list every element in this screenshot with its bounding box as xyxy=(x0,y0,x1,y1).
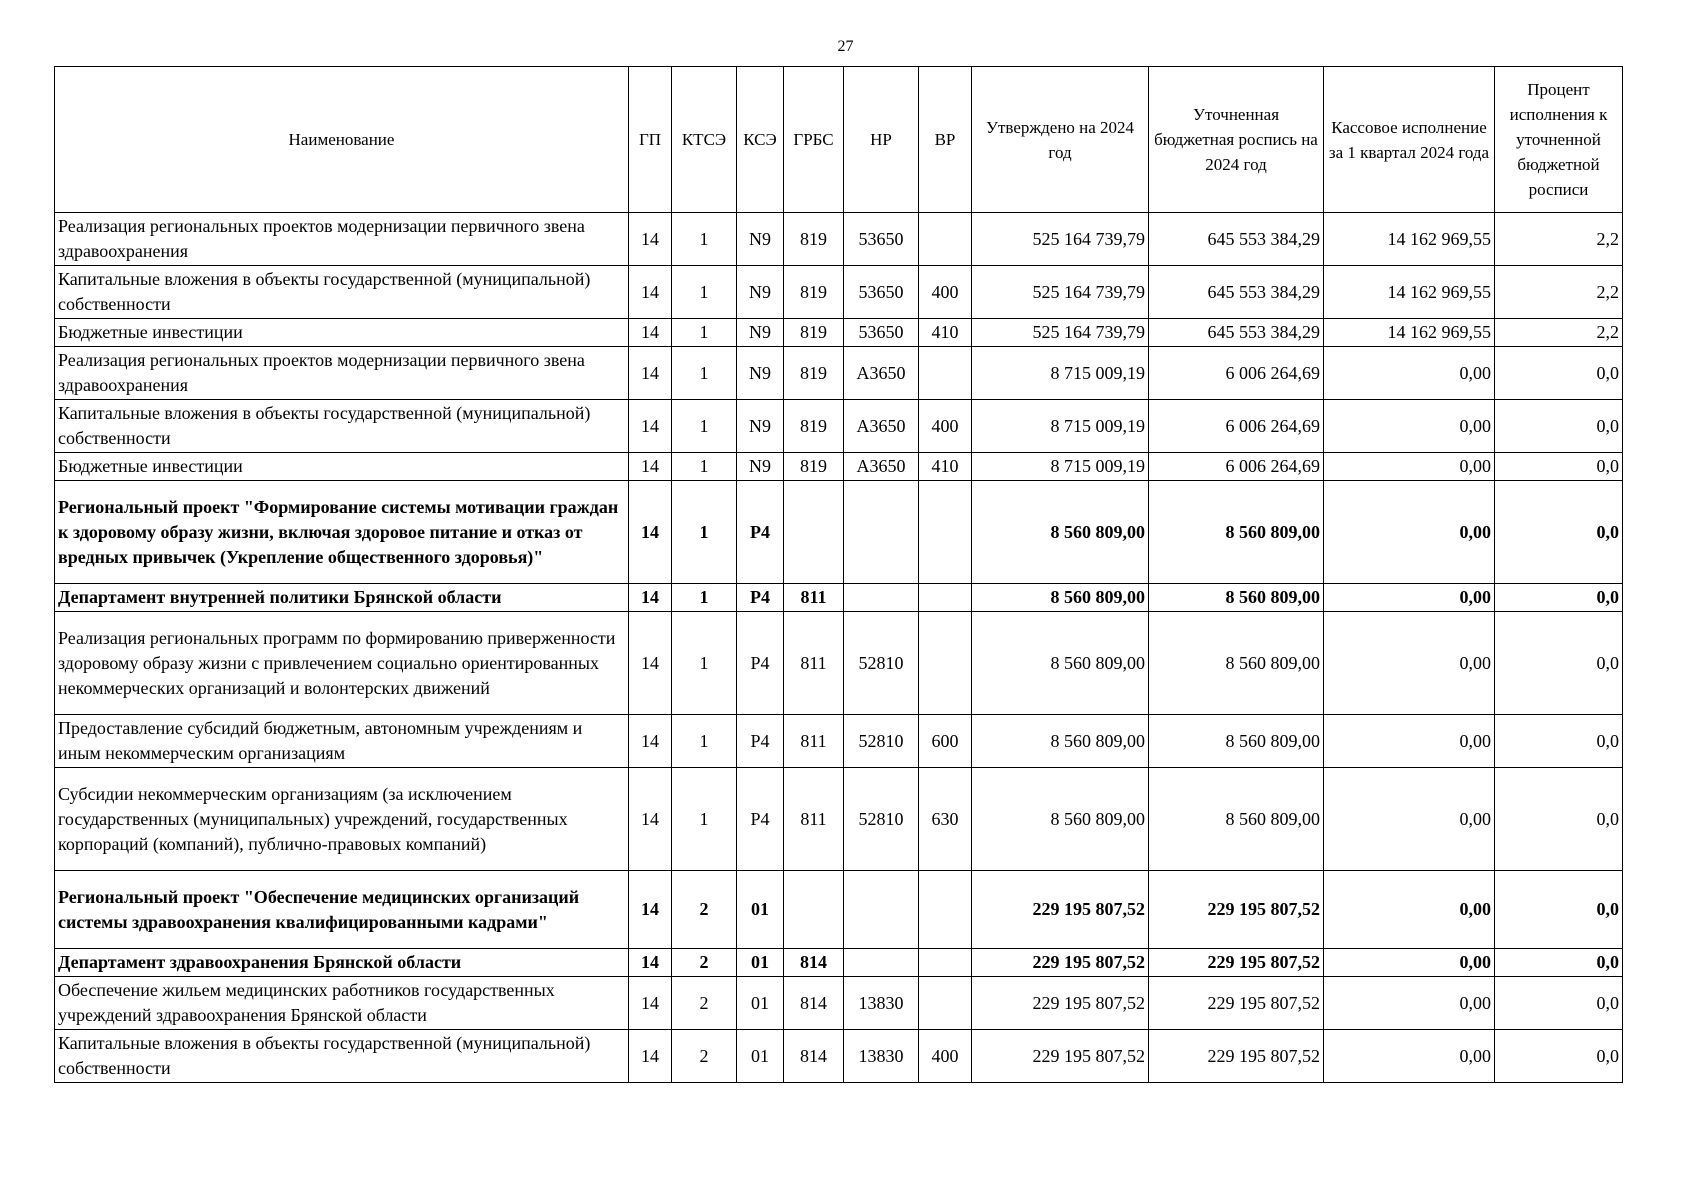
cell-percent: 0,0 xyxy=(1495,715,1623,768)
cell-grbs xyxy=(784,481,844,584)
cell-nr: 52810 xyxy=(844,612,919,715)
cell-name: Реализация региональных проектов модернизации первичного звена здравоохранения xyxy=(55,213,629,266)
cell-refined: 6 006 264,69 xyxy=(1149,347,1324,400)
header-cash: Кассовое исполнение за 1 квартал 2024 года xyxy=(1324,67,1495,213)
cell-kse: N9 xyxy=(737,319,784,347)
cell-nr xyxy=(844,871,919,949)
cell-ktse: 1 xyxy=(672,612,737,715)
cell-percent: 0,0 xyxy=(1495,584,1623,612)
cell-refined: 229 195 807,52 xyxy=(1149,977,1324,1030)
cell-cash: 0,00 xyxy=(1324,584,1495,612)
cell-grbs: 811 xyxy=(784,612,844,715)
header-nr: НР xyxy=(844,67,919,213)
cell-grbs: 811 xyxy=(784,715,844,768)
cell-grbs: 819 xyxy=(784,347,844,400)
cell-kse: P4 xyxy=(737,612,784,715)
cell-ktse: 1 xyxy=(672,319,737,347)
cell-nr: 52810 xyxy=(844,715,919,768)
cell-nr xyxy=(844,481,919,584)
cell-percent: 0,0 xyxy=(1495,612,1623,715)
cell-kse: P4 xyxy=(737,768,784,871)
cell-gp: 14 xyxy=(629,481,672,584)
header-approved: Утверждено на 2024 год xyxy=(972,67,1149,213)
cell-percent: 2,2 xyxy=(1495,319,1623,347)
cell-cash: 0,00 xyxy=(1324,871,1495,949)
cell-kse: N9 xyxy=(737,400,784,453)
cell-name: Региональный проект "Обеспечение медицинских организаций системы здравоохранения квалифицированными кадрами" xyxy=(55,871,629,949)
cell-approved: 229 195 807,52 xyxy=(972,977,1149,1030)
cell-refined: 645 553 384,29 xyxy=(1149,319,1324,347)
cell-name: Бюджетные инвестиции xyxy=(55,453,629,481)
table-row xyxy=(55,481,1623,584)
cell-approved: 229 195 807,52 xyxy=(972,871,1149,949)
cell-percent: 0,0 xyxy=(1495,400,1623,453)
table-row xyxy=(55,319,1623,347)
cell-grbs: 819 xyxy=(784,453,844,481)
cell-refined: 645 553 384,29 xyxy=(1149,266,1324,319)
cell-cash: 14 162 969,55 xyxy=(1324,319,1495,347)
cell-cash: 14 162 969,55 xyxy=(1324,266,1495,319)
header-grbs: ГРБС xyxy=(784,67,844,213)
cell-grbs xyxy=(784,871,844,949)
cell-name: Департамент здравоохранения Брянской области xyxy=(55,949,629,977)
cell-cash: 0,00 xyxy=(1324,612,1495,715)
cell-nr: А3650 xyxy=(844,400,919,453)
cell-cash: 14 162 969,55 xyxy=(1324,213,1495,266)
cell-grbs: 814 xyxy=(784,1030,844,1083)
cell-grbs: 819 xyxy=(784,266,844,319)
table-row xyxy=(55,1030,1623,1083)
cell-refined: 229 195 807,52 xyxy=(1149,1030,1324,1083)
cell-gp: 14 xyxy=(629,584,672,612)
cell-refined: 6 006 264,69 xyxy=(1149,453,1324,481)
cell-ktse: 1 xyxy=(672,347,737,400)
cell-nr: А3650 xyxy=(844,453,919,481)
cell-approved: 525 164 739,79 xyxy=(972,319,1149,347)
cell-kse: N9 xyxy=(737,213,784,266)
cell-refined: 229 195 807,52 xyxy=(1149,871,1324,949)
cell-approved: 229 195 807,52 xyxy=(972,949,1149,977)
cell-cash: 0,00 xyxy=(1324,715,1495,768)
cell-name: Предоставление субсидий бюджетным, автономным учреждениям и иным некоммерческим организациям xyxy=(55,715,629,768)
cell-refined: 8 560 809,00 xyxy=(1149,715,1324,768)
cell-cash: 0,00 xyxy=(1324,453,1495,481)
cell-gp: 14 xyxy=(629,715,672,768)
cell-vr: 400 xyxy=(919,1030,972,1083)
cell-approved: 8 715 009,19 xyxy=(972,453,1149,481)
cell-grbs: 819 xyxy=(784,213,844,266)
cell-nr: 52810 xyxy=(844,768,919,871)
cell-refined: 229 195 807,52 xyxy=(1149,949,1324,977)
cell-cash: 0,00 xyxy=(1324,481,1495,584)
cell-vr: 400 xyxy=(919,400,972,453)
table-row xyxy=(55,266,1623,319)
cell-ktse: 2 xyxy=(672,977,737,1030)
cell-refined: 6 006 264,69 xyxy=(1149,400,1324,453)
cell-gp: 14 xyxy=(629,266,672,319)
cell-vr xyxy=(919,347,972,400)
cell-gp: 14 xyxy=(629,400,672,453)
cell-percent: 0,0 xyxy=(1495,481,1623,584)
cell-cash: 0,00 xyxy=(1324,400,1495,453)
table-row xyxy=(55,977,1623,1030)
cell-ktse: 2 xyxy=(672,1030,737,1083)
cell-cash: 0,00 xyxy=(1324,1030,1495,1083)
cell-gp: 14 xyxy=(629,612,672,715)
table-row xyxy=(55,612,1623,715)
table-row xyxy=(55,949,1623,977)
header-percent: Процент исполнения к уточненной бюджетной росписи xyxy=(1495,67,1623,213)
cell-refined: 8 560 809,00 xyxy=(1149,768,1324,871)
cell-approved: 8 560 809,00 xyxy=(972,768,1149,871)
header-name: Наименование xyxy=(55,67,629,213)
cell-kse: N9 xyxy=(737,347,784,400)
cell-refined: 8 560 809,00 xyxy=(1149,612,1324,715)
cell-name: Департамент внутренней политики Брянской области xyxy=(55,584,629,612)
cell-ktse: 1 xyxy=(672,481,737,584)
cell-gp: 14 xyxy=(629,871,672,949)
cell-vr xyxy=(919,481,972,584)
header-row xyxy=(55,67,1623,213)
table-row xyxy=(55,400,1623,453)
table-row xyxy=(55,715,1623,768)
cell-grbs: 814 xyxy=(784,949,844,977)
header-kse: КСЭ xyxy=(737,67,784,213)
cell-approved: 229 195 807,52 xyxy=(972,1030,1149,1083)
cell-percent: 0,0 xyxy=(1495,768,1623,871)
cell-nr xyxy=(844,949,919,977)
cell-refined: 8 560 809,00 xyxy=(1149,481,1324,584)
cell-cash: 0,00 xyxy=(1324,949,1495,977)
cell-vr xyxy=(919,977,972,1030)
cell-kse: 01 xyxy=(737,977,784,1030)
header-refined: Уточненная бюджетная роспись на 2024 год xyxy=(1149,67,1324,213)
cell-nr: 13830 xyxy=(844,1030,919,1083)
cell-nr xyxy=(844,584,919,612)
cell-grbs: 819 xyxy=(784,319,844,347)
cell-approved: 8 715 009,19 xyxy=(972,347,1149,400)
cell-nr: 53650 xyxy=(844,319,919,347)
cell-kse: N9 xyxy=(737,266,784,319)
header-ktse: КТСЭ xyxy=(672,67,737,213)
cell-name: Реализация региональных проектов модернизации первичного звена здравоохранения xyxy=(55,347,629,400)
cell-percent: 2,2 xyxy=(1495,213,1623,266)
cell-gp: 14 xyxy=(629,949,672,977)
cell-grbs: 819 xyxy=(784,400,844,453)
cell-kse: 01 xyxy=(737,1030,784,1083)
cell-vr: 410 xyxy=(919,319,972,347)
cell-grbs: 811 xyxy=(784,584,844,612)
cell-vr xyxy=(919,612,972,715)
cell-nr: 53650 xyxy=(844,213,919,266)
cell-refined: 8 560 809,00 xyxy=(1149,584,1324,612)
cell-percent: 0,0 xyxy=(1495,949,1623,977)
cell-approved: 525 164 739,79 xyxy=(972,266,1149,319)
cell-vr xyxy=(919,584,972,612)
cell-kse: 01 xyxy=(737,949,784,977)
cell-name: Капитальные вложения в объекты государственной (муниципальной) собственности xyxy=(55,400,629,453)
cell-percent: 0,0 xyxy=(1495,871,1623,949)
cell-name: Капитальные вложения в объекты государственной (муниципальной) собственности xyxy=(55,266,629,319)
header-vr: ВР xyxy=(919,67,972,213)
header-gp: ГП xyxy=(629,67,672,213)
table-row xyxy=(55,871,1623,949)
cell-approved: 8 560 809,00 xyxy=(972,715,1149,768)
cell-ktse: 1 xyxy=(672,453,737,481)
cell-gp: 14 xyxy=(629,1030,672,1083)
cell-ktse: 2 xyxy=(672,949,737,977)
table-body xyxy=(55,213,1623,1083)
cell-nr: 53650 xyxy=(844,266,919,319)
cell-approved: 8 560 809,00 xyxy=(972,612,1149,715)
table-row xyxy=(55,453,1623,481)
cell-name: Субсидии некоммерческим организациям (за исключением государственных (муниципальных) учреждений, государственных корпораций (компаний), публично-правовых компаний) xyxy=(55,768,629,871)
cell-approved: 8 560 809,00 xyxy=(972,481,1149,584)
cell-cash: 0,00 xyxy=(1324,768,1495,871)
cell-nr: 13830 xyxy=(844,977,919,1030)
cell-name: Реализация региональных программ по формированию приверженности здоровому образу жизни с привлечением социально ориентированных некоммерческих организаций и волонтерских движений xyxy=(55,612,629,715)
cell-approved: 8 715 009,19 xyxy=(972,400,1149,453)
cell-cash: 0,00 xyxy=(1324,977,1495,1030)
cell-ktse: 1 xyxy=(672,715,737,768)
cell-vr: 410 xyxy=(919,453,972,481)
cell-gp: 14 xyxy=(629,347,672,400)
cell-ktse: 2 xyxy=(672,871,737,949)
cell-percent: 0,0 xyxy=(1495,453,1623,481)
cell-name: Региональный проект "Формирование системы мотивации граждан к здоровому образу жизни, включая здоровое питание и отказ от вредных привычек (Укрепление общественного здоровья)" xyxy=(55,481,629,584)
cell-gp: 14 xyxy=(629,453,672,481)
cell-vr: 600 xyxy=(919,715,972,768)
cell-gp: 14 xyxy=(629,319,672,347)
cell-grbs: 814 xyxy=(784,977,844,1030)
cell-approved: 8 560 809,00 xyxy=(972,584,1149,612)
cell-percent: 0,0 xyxy=(1495,977,1623,1030)
cell-name: Обеспечение жильем медицинских работников государственных учреждений здравоохранения Брянской области xyxy=(55,977,629,1030)
cell-nr: А3650 xyxy=(844,347,919,400)
cell-approved: 525 164 739,79 xyxy=(972,213,1149,266)
cell-name: Бюджетные инвестиции xyxy=(55,319,629,347)
cell-ktse: 1 xyxy=(672,213,737,266)
cell-gp: 14 xyxy=(629,768,672,871)
cell-grbs: 811 xyxy=(784,768,844,871)
cell-vr xyxy=(919,213,972,266)
cell-refined: 645 553 384,29 xyxy=(1149,213,1324,266)
cell-name: Капитальные вложения в объекты государственной (муниципальной) собственности xyxy=(55,1030,629,1083)
cell-ktse: 1 xyxy=(672,768,737,871)
budget-table xyxy=(54,66,1623,1083)
cell-kse: P4 xyxy=(737,584,784,612)
cell-gp: 14 xyxy=(629,213,672,266)
table-row xyxy=(55,584,1623,612)
cell-kse: P4 xyxy=(737,481,784,584)
cell-ktse: 1 xyxy=(672,400,737,453)
cell-ktse: 1 xyxy=(672,266,737,319)
cell-ktse: 1 xyxy=(672,584,737,612)
cell-gp: 14 xyxy=(629,977,672,1030)
table-row xyxy=(55,213,1623,266)
cell-kse: P4 xyxy=(737,715,784,768)
cell-vr xyxy=(919,871,972,949)
cell-vr xyxy=(919,949,972,977)
cell-percent: 0,0 xyxy=(1495,1030,1623,1083)
cell-cash: 0,00 xyxy=(1324,347,1495,400)
cell-vr: 630 xyxy=(919,768,972,871)
cell-percent: 2,2 xyxy=(1495,266,1623,319)
table-row xyxy=(55,347,1623,400)
cell-vr: 400 xyxy=(919,266,972,319)
cell-percent: 0,0 xyxy=(1495,347,1623,400)
cell-kse: 01 xyxy=(737,871,784,949)
page-number: 27 xyxy=(837,38,854,55)
cell-kse: N9 xyxy=(737,453,784,481)
table-row xyxy=(55,768,1623,871)
